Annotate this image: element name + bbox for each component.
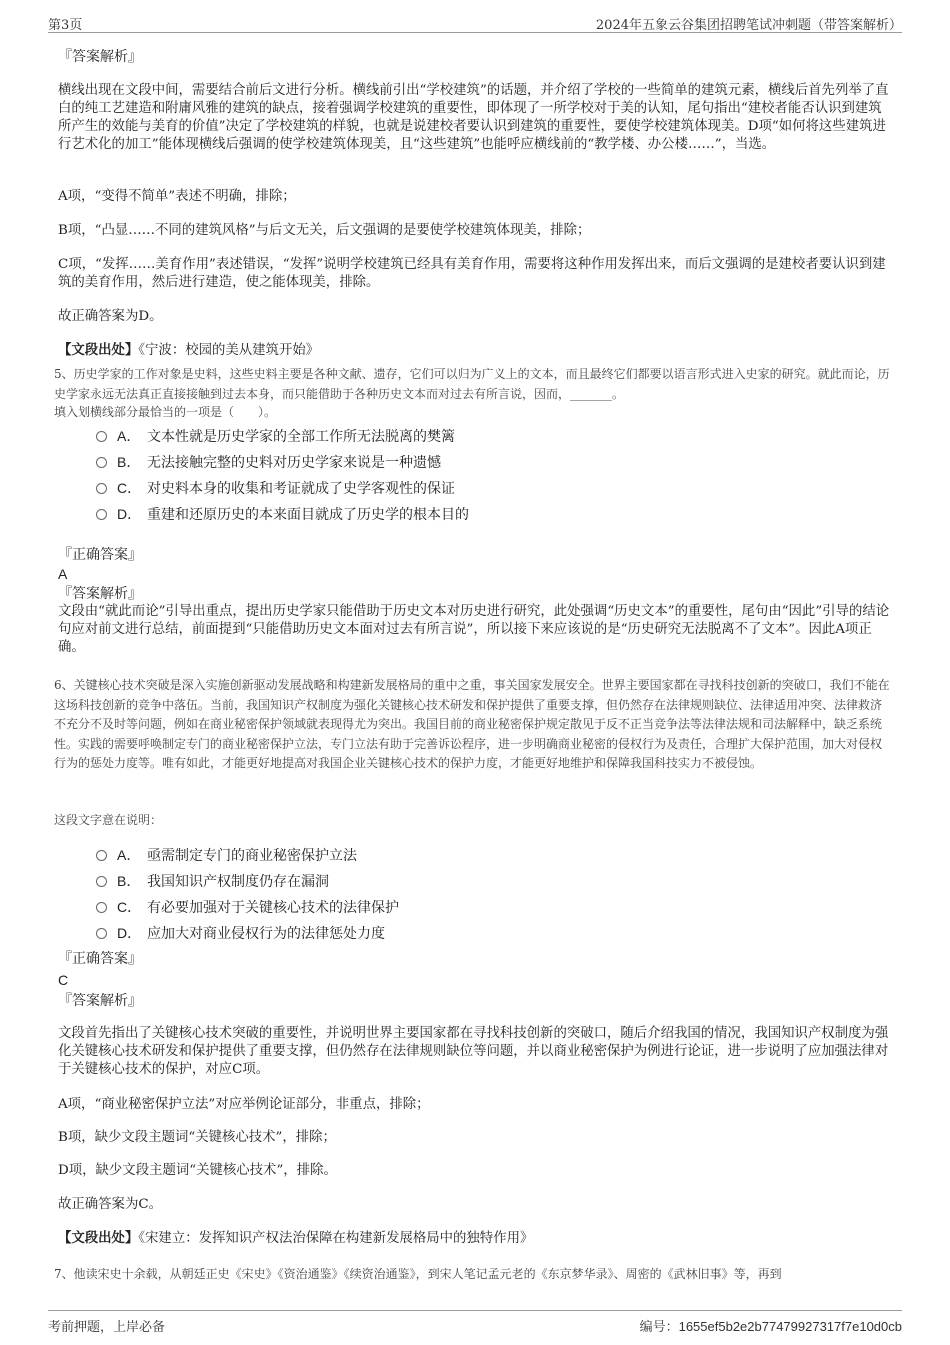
document-code-label: 编号： <box>639 1320 679 1335</box>
q6-option-b[interactable]: B． 我国知识产权制度仍存在漏洞 <box>96 871 329 892</box>
q6-analysis-label: 『答案解析』 <box>58 993 142 1009</box>
q5-analysis: 文段由“就此而论”引导出重点，提出历史学家只能借助于历史文本对历史进行研究，此处强调“历史文本”的重要性，尾句由“因此”引导的结论句应对前文进行总结，前面提到“只能借助历史文本面对过去有所言说”，所以接下来应该说的是“历史研究无法脱离不了文本”。因此A项正确。 <box>58 604 890 655</box>
document-title: 2024年五象云谷集团招聘笔试冲刺题（带答案解析） <box>595 18 902 33</box>
q6-option-a-analysis: A项，“商业秘密保护立法”对应举例论证部分，非重点，排除； <box>58 1097 430 1112</box>
radio-icon[interactable] <box>96 431 107 442</box>
q4-analysis-label: 『答案解析』 <box>58 49 142 65</box>
q5-analysis-label: 『答案解析』 <box>58 586 142 602</box>
q6-source <box>58 1229 890 1248</box>
footer-slogan: 考前押题，上岸必备 <box>48 1320 166 1335</box>
q6-option-a[interactable]: A． 亟需制定专门的商业秘密保护立法 <box>96 845 357 866</box>
q6-analysis: 文段首先指出了关键核心技术突破的重要性，并说明世界主要国家都在寻找科技创新的突破口，随后介绍我国的情况，我国知识产权制度为强化关键核心技术研发和保护提供了重要支撑，但仍然存在法律规则缺位等问题，并以商业秘密保护为例进行论证，进一步说明了应加强法律对于关键核心技术的保护，对应C项。 <box>58 1026 889 1077</box>
q4-source-text: 《宁波：校园的美从建筑开始》 <box>138 343 320 358</box>
radio-icon[interactable] <box>96 902 107 913</box>
radio-icon[interactable] <box>96 483 107 494</box>
radio-icon[interactable] <box>96 850 107 861</box>
q6-conclusion: 故正确答案为C。 <box>58 1197 162 1212</box>
radio-icon[interactable] <box>96 509 107 520</box>
q6-option-c[interactable]: C． 有必要加强对于关键核心技术的法律保护 <box>96 897 399 918</box>
q4-option-b-analysis: B项，“凸显……不同的建筑风格”与后文无关，后文强调的是要使学校建筑体现美，排除； <box>58 223 591 238</box>
page-footer <box>48 1310 902 1335</box>
q6-option-d-analysis: D项，缺少文段主题词“关键核心技术”，排除。 <box>58 1163 337 1178</box>
q5-option-a[interactable]: A． 文本性就是历史学家的全部工作所无法脱离的樊篱 <box>96 426 455 447</box>
q5-stem: 5、历史学家的工作对象是史料，这些史料主要是各种文献、遗存，它们可以归为广义上的文本，而且最终它们都要以语言形式进入史家的研究。就此而论，历史学家永远无法真正直接接触到过去本身，而只能借助于各种历史文本而对过去有所言说，因而，_______。 <box>54 367 890 401</box>
radio-icon[interactable] <box>96 928 107 939</box>
q4-option-a-analysis: A项，“变得不简单”表述不明确，排除； <box>58 189 296 204</box>
q5-prompt: 填入划横线部分最恰当的一项是（ ）。 <box>54 405 277 419</box>
document-code <box>640 1316 902 1335</box>
q6-option-d[interactable]: D． 应加大对商业侵权行为的法律惩处力度 <box>96 923 385 944</box>
q4-source <box>58 341 890 360</box>
q6-source-text: 《宋建立：发挥知识产权法治保障在构建新发展格局中的独特作用》 <box>138 1231 534 1246</box>
q4-option-c-analysis: C项，“发挥……美育作用”表述错误，“发挥”说明学校建筑已经具有美育作用，需要将这种作用发挥出来，而后文强调的是建校者要认识到建筑的美育作用，然后进行建造，使之能体现美，排除。 <box>58 257 886 290</box>
q6-stem: 6、关键核心技术突破是深入实施创新驱动发展战略和构建新发展格局的重中之重，事关国家发展安全。世界主要国家都在寻找科技创新的突破口，我们不能在这场科技创新的竞争中落伍。当前，我国知识产权制度为强化关键核心技术研发和保护提供了重要支撑，但仍然存在法律规则缺位、法律适用冲突、法律救济不充分不及时等问题，例如在商业秘密保护领域就表现得尤为突出。我国目前的商业秘密保护规定散见于反不正当竞争法等法律法规和司法解释中，缺乏系统性。实践的需要呼唤制定专门的商业秘密保护立法，专门立法有助于完善诉讼程序，进一步明确商业秘密的侵权行为及责任，合理扩大保护范围，加大对侵权行为的惩处力度等。唯有如此，才能更好地提高对我国企业关键核心技术的保护力度，才能更好地维护和保障我国科技实力不被侵蚀。 <box>54 678 890 771</box>
page-header <box>48 12 902 33</box>
q4-conclusion: 故正确答案为D。 <box>58 309 163 324</box>
q4-source-label: 【文段出处】 <box>58 342 139 358</box>
q6-option-b-analysis: B项，缺少文段主题词“关键核心技术”，排除； <box>58 1130 336 1145</box>
q4-analysis-paragraph: 横线出现在文段中间，需要结合前后文进行分析。横线前引出“学校建筑”的话题，并介绍了学校的一些简单的建筑元素，横线后首先列举了直白的纯工艺建造和附庸风雅的建筑的缺点，接着强调学校建筑的重要性，即体现了一所学校对于美的认知，尾句指出“建校者能否认识到建筑所产生的效能与美育的价值”决定了学校建筑的样貌，也就是说建校者要认识到建筑的重要性，要使学校建筑体现美。D项“如何将这些建筑进行艺术化的加工”能体现横线后强调的使学校建筑体现美，且“这些建筑”也能呼应横线前的“教学楼、办公楼……”，当选。 <box>58 83 889 152</box>
q6-answer-label: 『正确答案』 <box>58 951 142 967</box>
q6-answer: C <box>58 972 69 988</box>
q5-option-b[interactable]: B． 无法接触完整的史料对历史学家来说是一种遗憾 <box>96 452 441 473</box>
q7-stem: 7、他读宋史十余载，从朝廷正史《宋史》《资治通鉴》《续资治通鉴》，到宋人笔记孟元老的《东京梦华录》、周密的《武林旧事》等，再到 <box>54 1267 782 1281</box>
q6-source-label: 【文段出处】 <box>58 1230 139 1246</box>
q5-option-c[interactable]: C． 对史料本身的收集和考证就成了史学客观性的保证 <box>96 478 455 499</box>
q6-prompt: 这段文字意在说明： <box>54 813 163 827</box>
radio-icon[interactable] <box>96 876 107 887</box>
document-code-value: 1655ef5b2e2b77479927317f7e10d0cb <box>678 1319 902 1334</box>
radio-icon[interactable] <box>96 457 107 468</box>
q5-answer: A <box>58 566 68 582</box>
page-number: 第3页 <box>48 18 83 33</box>
q5-option-d[interactable]: D． 重建和还原历史的本来面目就成了历史学的根本目的 <box>96 504 469 525</box>
q5-answer-label: 『正确答案』 <box>58 547 142 563</box>
